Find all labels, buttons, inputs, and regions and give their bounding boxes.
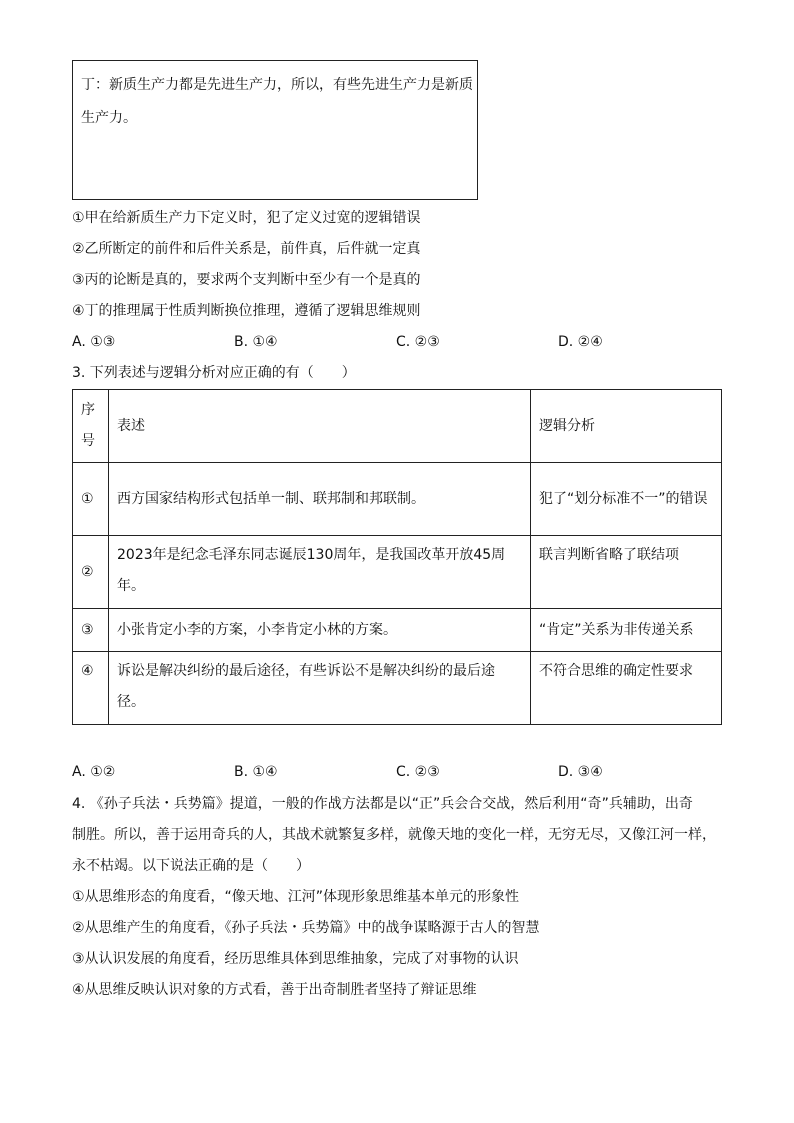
q4-stem-line-2: 制胜。所以，善于运用奇兵的人，其战术就繁复多样，就像天地的变化一样，无穷无尽，又像江河一样，: [72, 827, 716, 843]
q2-option-a[interactable]: A. ①③: [72, 334, 116, 350]
header-no: 序号: [73, 390, 109, 463]
row-no: ①: [73, 463, 109, 536]
q4-statement-2: ②从思维产生的角度看，《孙子兵法・兵势篇》中的战争谋略源于古人的智慧: [72, 920, 540, 936]
row-statement: 诉讼是解决纠纷的最后途径，有些诉讼不是解决纠纷的最后途径。: [109, 652, 531, 725]
q2-statement-4: ④丁的推理属于性质判断换位推理，遵循了逻辑思维规则: [72, 303, 421, 319]
statement-box: [72, 60, 478, 200]
q3-option-a[interactable]: A. ①②: [72, 764, 116, 780]
q4-statement-4: ④从思维反映认识对象的方式看，善于出奇制胜者坚持了辩证思维: [72, 982, 477, 998]
row-analysis: 联言判断省略了联结项: [531, 536, 722, 609]
row-statement: 小张肯定小李的方案，小李肯定小林的方案。: [109, 609, 531, 652]
q2-statement-3: ③丙的论断是真的，要求两个支判断中至少有一个是真的: [72, 272, 421, 288]
q3-option-d[interactable]: D. ③④: [558, 764, 603, 780]
row-analysis: 犯了“划分标准不一”的错误: [531, 463, 722, 536]
table-row: [73, 463, 722, 536]
row-no: ②: [73, 536, 109, 609]
q4-statement-3: ③从认识发展的角度看，经历思维具体到思维抽象，完成了对事物的认识: [72, 951, 519, 967]
row-no: ④: [73, 652, 109, 725]
q4-statement-1: ①从思维形态的角度看，“像天地、江河”体现形象思维基本单元的形象性: [72, 889, 520, 905]
q3-stem: 3. 下列表述与逻辑分析对应正确的有（ ）: [72, 365, 356, 381]
q2-statement-2: ②乙所断定的前件和后件关系是，前件真，后件就一定真: [72, 241, 421, 257]
q3-option-c[interactable]: C. ②③: [396, 764, 440, 780]
row-statement: 2023年是纪念毛泽东同志诞辰130周年，是我国改革开放45周年。: [109, 536, 531, 609]
header-analysis: 逻辑分析: [531, 390, 722, 463]
q2-option-b[interactable]: B. ①④: [234, 334, 278, 350]
q2-option-c[interactable]: C. ②③: [396, 334, 440, 350]
table-row: [73, 609, 722, 652]
q4-stem-line-1: 4. 《孙子兵法・兵势篇》提道，一般的作战方法都是以“正”兵会合交战，然后利用“奇”兵辅助，出奇: [72, 796, 693, 812]
table-row: [73, 536, 722, 609]
q2-statement-1: ①甲在给新质生产力下定义时，犯了定义过宽的逻辑错误: [72, 210, 421, 226]
statement-ding: 丁：新质生产力都是先进生产力，所以，有些先进生产力是新质生产力。: [81, 77, 473, 126]
row-analysis: 不符合思维的确定性要求: [531, 652, 722, 725]
q2-option-d[interactable]: D. ②④: [558, 334, 603, 350]
q4-stem-line-3: 永不枯竭。以下说法正确的是（ ）: [72, 858, 310, 874]
row-statement: 西方国家结构形式包括单一制、联邦制和邦联制。: [109, 463, 531, 536]
q3-table: [72, 389, 722, 725]
q3-option-b[interactable]: B. ①④: [234, 764, 278, 780]
table-header-row: [73, 390, 722, 463]
table-row: [73, 652, 722, 725]
row-analysis: “肯定”关系为非传递关系: [531, 609, 722, 652]
header-statement: 表述: [109, 390, 531, 463]
row-no: ③: [73, 609, 109, 652]
